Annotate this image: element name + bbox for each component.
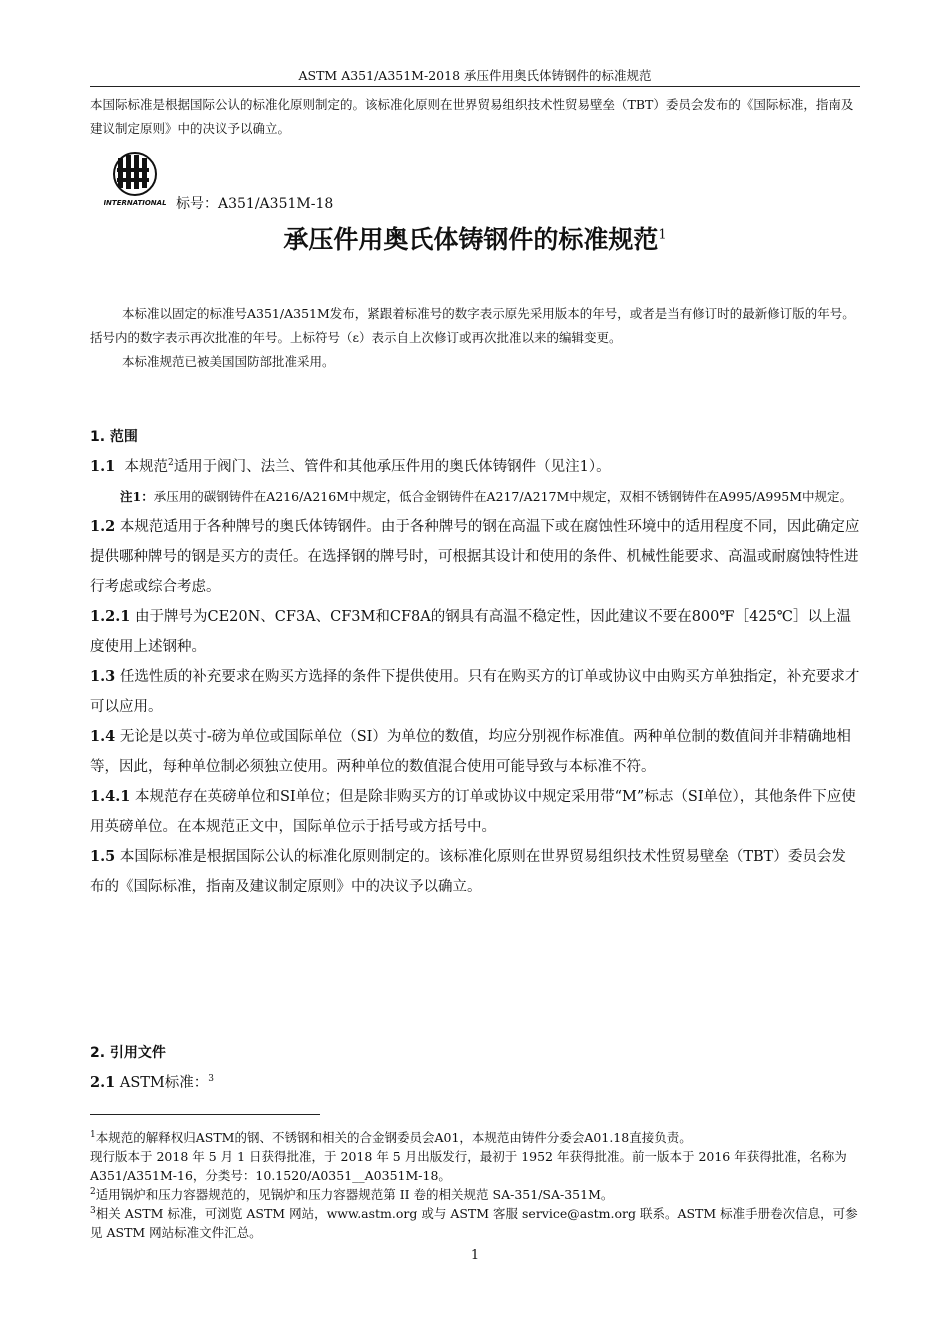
intro-block xyxy=(90,302,860,374)
header-rule xyxy=(90,86,860,87)
footnote-1: $^1$本规范的解释权归ASTM的钢、不锈钢和相关的合金钢委员会A01，本规范由铸件分委会A01.18直接负责。 xyxy=(90,1129,692,1145)
intro-paragraph: 本标准以固定的标准号A351/A351M发布，紧跟着标准号的数字表示原先采用版本的年号，或者是当有修订时的最新修订版的年号。括号内的数字表示再次批准的年号。上标符号（ε）表示自上次修订或再次批准以来的编辑变更。 xyxy=(90,306,855,345)
footnote-1-continued: 现行版本于 2018 年 5 月 1 日获得批准，于 2018 年 5 月出版发行，最初于 1952 年获得批准。前一版本于 2016 年获得批准，名称为 A351/A351M-16，分类号：10.1520/A0351__A0351M-18。 xyxy=(90,1149,847,1183)
astm-logo xyxy=(104,150,166,208)
section-2-heading: 2. 引用文件 xyxy=(90,1045,166,1061)
designation: 标号：A351/A351M-18 xyxy=(176,196,334,212)
footnote-rule xyxy=(90,1114,320,1115)
footnote-3: $^3$相关 ASTM 标准，可浏览 ASTM 网站，www.astm.org 或与 ASTM 客服 service@astm.org 联系。ASTM 标准手册卷次信息，可参见 ASTM 网站标准文件汇总。 xyxy=(90,1205,858,1240)
logo-text: INTERNATIONAL xyxy=(104,199,166,207)
section-1 xyxy=(90,422,860,902)
clause-1-2-1: 1.2.1 由于牌号为CE20N、CF3A、CF3M和CF8A的钢具有高温不稳定性，因此建议不要在800℉［425℃］以上温度使用上述钢种。 xyxy=(90,608,851,655)
title-text: 承压件用奥氏体铸钢件的标准规范 xyxy=(283,225,659,254)
title-footnote-mark: 1 xyxy=(658,227,667,243)
preamble-text: 本国际标准是根据国际公认的标准化原则制定的。该标准化原则在世界贸易组织技术性贸易壁垒（TBT）委员会发布的《国际标准，指南及建议制定原则》中的决议予以确立。 xyxy=(90,97,854,136)
section-1-heading: 1. 范围 xyxy=(90,429,138,445)
note-1: 注1：承压用的碳钢铸件在A216/A216M中规定，低合金钢铸件在A217/A217M中规定，双相不锈钢铸件在A995/A995M中规定。 xyxy=(120,489,853,504)
running-header: ASTM A351/A351M-2018 承压件用奥氏体铸钢件的标准规范 xyxy=(298,68,652,83)
section-2 xyxy=(90,1038,860,1098)
clause-1-2: 1.2 本规范适用于各种牌号的奥氏体铸钢件。由于各种牌号的钢在高温下或在腐蚀性环境中的适用程度不同，因此确定应提供哪种牌号的钢是买方的责任。在选择钢的牌号时，可根据其设计和使用的条件、机械性能要求、高温或耐腐蚀特性进行考虑或综合考虑。 xyxy=(90,518,860,595)
clause-1-3: 1.3 任选性质的补充要求在购买方选择的条件下提供使用。只有在购买方的订单或协议中由购买方单独指定，补充要求才可以应用。 xyxy=(90,668,860,715)
footnote-2: $^2$适用锅炉和压力容器规范的，见锅炉和压力容器规范第 II 卷的相关规范 SA-351/SA-351M。 xyxy=(90,1186,614,1202)
clause-1-4-1: 1.4.1 本规范存在英磅单位和SI单位；但是除非购买方的订单或协议中规定采用带“M”标志（SI单位），其他条件下应使用英磅单位。在本规范正文中，国际单位示于括号或方括号中。 xyxy=(90,788,856,835)
page-number: 1 xyxy=(470,1248,480,1263)
footnotes xyxy=(90,1128,860,1242)
astm-international-logo-icon xyxy=(104,150,166,208)
intro-paragraph: 本标准规范已被美国国防部批准采用。 xyxy=(122,354,335,369)
clause-2-1: 2.1 ASTM标准：$^3$ xyxy=(90,1074,215,1091)
clause-1-5: 1.5 本国际标准是根据国际公认的标准化原则制定的。该标准化原则在世界贸易组织技术性贸易壁垒（TBT）委员会发布的《国际标准，指南及建议制定原则》中的决议予以确立。 xyxy=(90,848,846,895)
clause-1-4: 1.4 无论是以英寸-磅为单位或国际单位（SI）为单位的数值，均应分别视作标准值。两种单位制的数值间并非精确地相等，因此，每种单位制必须独立使用。两种单位的数值混合使用可能导致与本标准不符。 xyxy=(90,728,851,775)
clause-1-1: 1.1 本规范$^2$适用于阀门、法兰、管件和其他承压件用的奥氏体铸钢件（见注1）。 xyxy=(90,458,611,475)
document-title xyxy=(0,220,950,256)
